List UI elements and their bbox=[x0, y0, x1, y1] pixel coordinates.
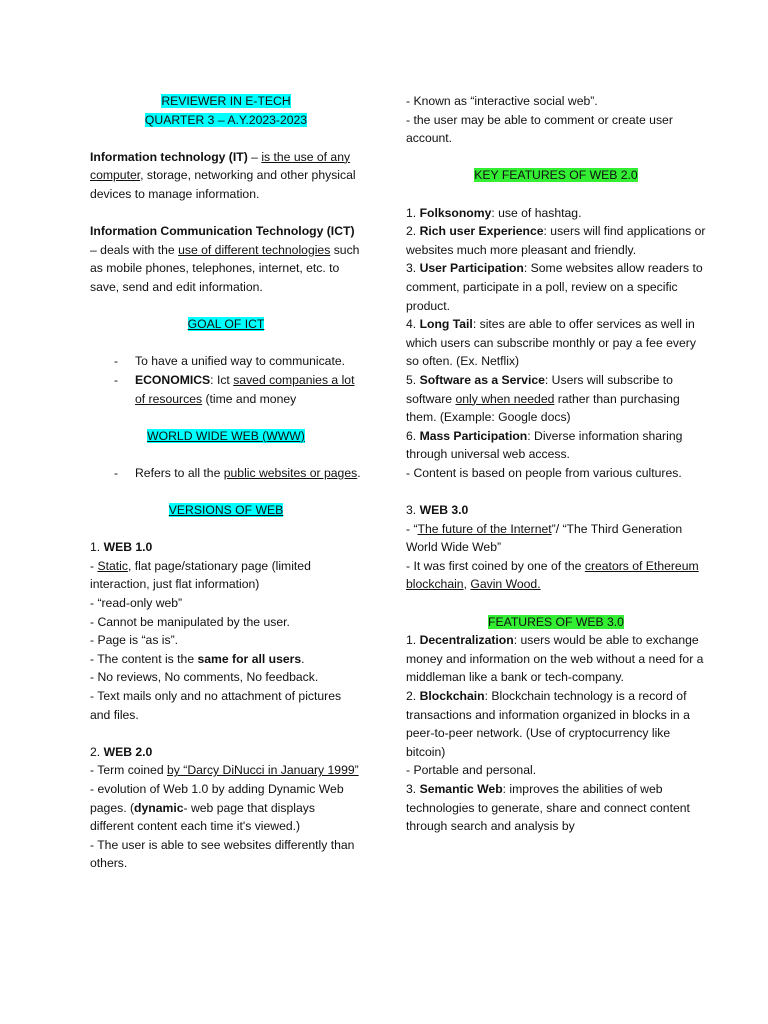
web3-line: - It was first coined by one of the creators of Ethereum blockchain, Gavin Wood. bbox=[406, 558, 699, 592]
web1-line: - No reviews, No comments, No feedback. bbox=[90, 670, 319, 685]
web1-line: - Text mails only and no attachment of pictures and files. bbox=[90, 689, 342, 722]
document-subtitle: QUARTER 3 – A.Y.2023-2023 bbox=[144, 112, 308, 127]
right-column bbox=[406, 0, 706, 836]
document-title: REVIEWER IN E-TECH bbox=[161, 94, 291, 108]
web3-line: - “The future of the Internet”/ “The Third Generation World Wide Web” bbox=[406, 521, 683, 555]
goal-item-2: - ECONOMICS: Ict saved companies a lot of resources (time and money bbox=[114, 372, 355, 406]
web2-line: - evolution of Web 1.0 by adding Dynamic Web pages. (dynamic- web page that displays different content each time it's viewed.) bbox=[90, 781, 344, 834]
web2-title: 2. WEB 2.0 bbox=[90, 744, 153, 759]
feature-item: 5. Software as a Service: Users will subscribe to software only when needed rather than purchasing them. (Example: Google docs) bbox=[406, 372, 680, 425]
left-column bbox=[90, 0, 362, 873]
feature-item: 6. Mass Participation: Diverse information sharing through universal web access. bbox=[406, 428, 683, 462]
ict-definition: Information Communication Technology (ICT) – deals with the use of different technologies such as mobile phones, telephones, internet, etc. to save, send and edit information. bbox=[90, 224, 360, 294]
feature-item: 3. User Participation: Some websites allow readers to comment, participate in a poll, review on a specific product. bbox=[406, 261, 703, 313]
www-heading: WORLD WIDE WEB (WWW) bbox=[147, 428, 305, 443]
web2-line: - The user is able to see websites differently than others. bbox=[90, 837, 355, 871]
feature-item: 3. Semantic Web: improves the abilities of web technologies to generate, share and connect content through search and analysis by bbox=[406, 781, 690, 834]
key-features-heading: KEY FEATURES OF WEB 2.0 bbox=[474, 168, 638, 183]
goal-item-1: - To have a unified way to communicate. bbox=[114, 354, 346, 369]
web2-line: - the user may be able to comment or create user account. bbox=[406, 112, 673, 146]
web1-line: - Cannot be manipulated by the user. bbox=[90, 614, 290, 629]
web2-line: - Term coined by “Darcy DiNucci in January 1999” bbox=[90, 763, 359, 778]
feature-item: - Portable and personal. bbox=[406, 763, 537, 778]
web1-line: - The content is the same for all users. bbox=[90, 651, 305, 666]
feature-item: - Content is based on people from various cultures. bbox=[406, 465, 682, 480]
goal-heading: GOAL OF ICT bbox=[187, 317, 265, 332]
www-item: - Refers to all the public websites or pages. bbox=[114, 465, 361, 480]
feature-item: 2. Rich user Experience: users will find applications or websites much more pleasant and friendly. bbox=[406, 224, 706, 257]
it-definition: Information technology (IT) – is the use of any computer, storage, networking and other physical devices to manage information. bbox=[90, 149, 356, 201]
feature-item: 1. Folksonomy: use of hashtag. bbox=[406, 205, 582, 220]
web1-title: 1. WEB 1.0 bbox=[90, 540, 153, 555]
features-web3-heading: FEATURES OF WEB 3.0 bbox=[488, 614, 624, 629]
feature-item: 1. Decentralization: users would be able to exchange money and information on the web without a need for a middleman like a bank or tech-company. bbox=[406, 633, 704, 685]
web1-line: - Static, flat page/stationary page (limited interaction, just flat information) bbox=[90, 558, 311, 592]
feature-item: 4. Long Tail: sites are able to offer services as well in which users can subscribe monthly or pay a fee every so often. (Ex. Netflix) bbox=[406, 317, 696, 369]
versions-heading: VERSIONS OF WEB bbox=[168, 503, 284, 518]
web2-line: - Known as “interactive social web”. bbox=[406, 94, 598, 108]
web3-title: 3. WEB 3.0 bbox=[406, 503, 469, 518]
feature-item: 2. Blockchain: Blockchain technology is a record of transactions and information organized in blocks in a peer-to-peer network. (Use of cryptocurrency like bitcoin) bbox=[406, 689, 690, 759]
web1-line: - “read-only web” bbox=[90, 596, 183, 611]
web1-line: - Page is “as is”. bbox=[90, 633, 179, 648]
